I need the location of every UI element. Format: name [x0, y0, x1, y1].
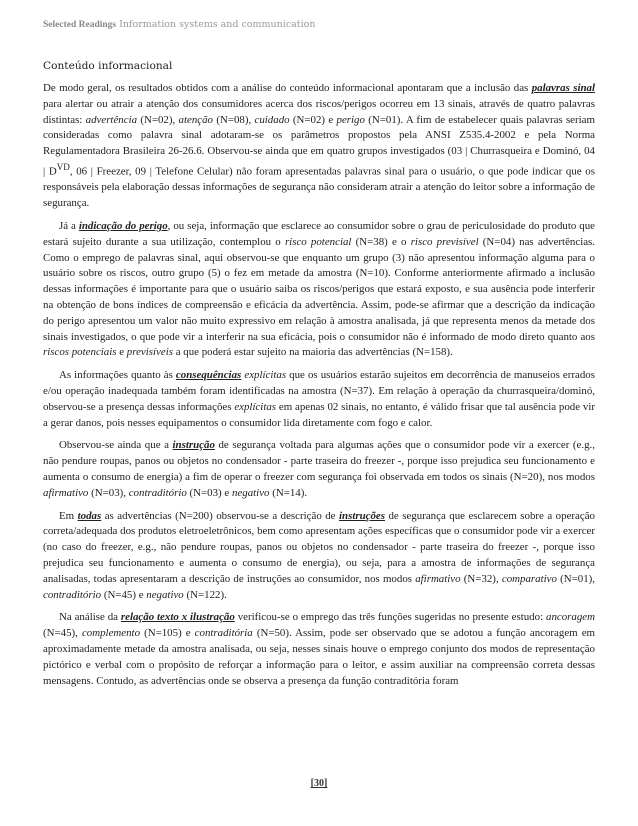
running-header: [43, 19, 316, 30]
italic-term: contraditório: [128, 486, 187, 499]
keyword: instruções: [339, 509, 385, 522]
text: Em: [59, 509, 78, 522]
italic-term: explícitas: [234, 400, 277, 413]
text: de segurança que esclarecem sobre a operação correta/adequada dos produtos eletroeletrônicos, bem como apresentam ações específicas que o consumidor pode vir a exercer (no caso do freezer, e.g., não pendure roupas, panos ou objetos no condensador - parte traseira do freezer -, porque isso prejudica seu funcionamento e aumenta o consumo de energia), ou seja, para a amostra de informações de segurança analisadas, todas apresentaram a descrição de instruções ao consumidor, nos modos: [43, 509, 595, 585]
text: (N=45) e: [101, 588, 147, 601]
body-text: [43, 81, 595, 689]
text: Observou-se ainda que a: [59, 439, 173, 452]
text: Na análise da: [59, 611, 121, 624]
italic-term: risco previsível: [410, 235, 479, 248]
text: (N=122).: [183, 588, 227, 601]
text: que os usuários estarão sujeitos em decorrência de manuseios errados e/ou operação inadequada também foram identificadas na amostra (N=37). Em relação à operação da churrasqueira/dominó, observou-se a presença dessas informações: [43, 369, 595, 413]
italic-term: contraditório: [43, 588, 102, 601]
italic-term: previsíveis: [126, 346, 173, 359]
italic-term: advertência: [85, 113, 138, 126]
text: De modo geral, os resultados obtidos com a análise do conteúdo informacional apontaram que a inclusão das: [43, 82, 532, 94]
keyword: consequências: [175, 369, 242, 382]
paragraph-1: [43, 81, 595, 212]
italic-term: negativo: [146, 588, 184, 601]
keyword: palavras sinal: [531, 82, 595, 94]
italic-term: riscos potenciais: [43, 346, 117, 359]
section-title: Conteúdo informacional: [43, 60, 173, 72]
italic-term: afirmativo: [415, 572, 461, 585]
text: , ou seja, informação que esclarece ao consumidor sobre o grau de periculosidade do produto que estará sujeito durante a sua utilização, contemplou o: [43, 220, 595, 248]
italic-term: atenção: [178, 113, 214, 126]
text: a que poderá estar sujeito na maioria das advertências (N=158).: [172, 346, 453, 359]
text: (N=45),: [43, 627, 82, 640]
text: de segurança voltada para algumas ações que o consumidor pode vir a exercer (e.g., não pendure roupas, panos ou objetos no condensador - parte traseira do freezer -, porque isso prejudica seu funcionamento e aumenta o consumo de energia) a fim de operar o freezer com segurança foi observada em todos os sinais (N=20), nos modos: [43, 439, 595, 483]
text: (N=32),: [460, 572, 502, 585]
text: (N=02) e: [289, 113, 337, 126]
paragraph-4: [43, 438, 595, 501]
text: as advertências (N=200) observou-se a descrição de: [101, 509, 339, 522]
text: (N=08),: [213, 113, 255, 126]
text: verificou-se o emprego das três funções sugeridas no presente estudo:: [234, 611, 546, 624]
text: e: [116, 346, 127, 359]
text: (N=02),: [137, 113, 179, 126]
header-title: Information systems and communication: [116, 19, 316, 30]
text: (N=03) e: [186, 486, 232, 499]
italic-term: explícitas: [244, 369, 287, 382]
text: (N=01),: [556, 572, 595, 585]
text: (N=01). A fim de estabelecer quais palavras seriam consideradas como palavra sinal adotaram-se os parâmetros propostos pela ANSI Z535.4-2002 e pela Norma Regulamentadora Brasileira 26-26.6. Observou-se ainda que em quatro grupos investigados (03 | Churrasqueira e Dominó, 04 | D: [43, 113, 595, 178]
superscript: VD: [56, 161, 70, 172]
italic-term: afirmativo: [43, 486, 89, 499]
text: (N=105) e: [140, 627, 195, 640]
italic-term: cuidado: [254, 113, 290, 126]
page-number: [30]: [310, 778, 328, 789]
text: , 06 | Freezer, 09 | Telefone Celular) não foram apresentadas palavras sinal para o usuário, o que pode indicar que os responsáveis pela elaboração dessas informações de segurança não consideram atrair a atenção do leitor sobre a informação de segurança.: [43, 165, 595, 210]
paragraph-3: [43, 368, 595, 431]
keyword: indicação do perigo: [78, 220, 168, 232]
text: (N=03),: [88, 486, 129, 499]
text: (N=38) e o: [351, 235, 411, 248]
italic-term: ancoragem: [546, 611, 595, 624]
italic-term: comparativo: [501, 572, 557, 585]
paragraph-5: [43, 509, 595, 604]
paragraph-6: [43, 610, 595, 689]
text: em apenas 02 sinais, no entanto, é válido frisar que tal ausência pode vir a gerar danos, pois nesses equipamentos o consumidor lida diretamente com fogo e calor.: [43, 400, 595, 429]
text: Já a: [59, 220, 79, 232]
text: (N=04) nas advertências. Como o emprego de palavras sinal, aqui observou-se que enquanto um grupo (3) não apresentou informação alguma para o usuário sobre os riscos, outro grupo (5) o fez em metade da amostra (N=10). Conforme anteriormente afirmado a inclusão dessas informações é importante para que o usuário saiba os riscos/perigos que estará exposto, e sua ausência pode interferir na obtenção de bons índices de compreensão e eficácia da advertência. Assim, pode-se afirmar que a descrição da indicação do perigo apresentou um valor não muito expressivo em relação à amostra analisada, já que representa menos da metade dos sinais investigados, o que pode vir a interferir na sua eficácia, pois o consumidor não é informado de modo direto quanto aos: [43, 235, 596, 343]
text: As informações quanto às: [59, 369, 176, 382]
italic-term: perigo: [336, 113, 365, 126]
keyword: todas: [77, 509, 102, 522]
italic-term: risco potencial: [284, 235, 352, 248]
text: (N=50). Assim, pode ser observado que se adotou a função ancoragem em aproximadamente metade da amostra analisada, ou seja, nesses sinais houve o emprego conjunto dos modos de representação pictórico e verbal com o propósito de reforçar a informação para o leitor, e assim auxiliar na compreensão correta dessas mensagens. Contudo, as advertências onde se observa a presença da função contraditória foram: [43, 627, 595, 687]
paragraph-2: [43, 219, 595, 361]
keyword: instrução: [172, 439, 215, 452]
text: para alertar ou atrair a atenção dos consumidores acerca dos riscos/perigos ocorreu em 13 sinais, através de quatro palavras distintas:: [43, 97, 595, 126]
italic-term: complemento: [81, 627, 141, 640]
keyword: relação texto x ilustração: [120, 611, 235, 624]
text: (N=14).: [269, 486, 308, 499]
italic-term: negativo: [231, 486, 270, 499]
header-series: Selected Readings: [43, 20, 117, 30]
italic-term: contraditória: [194, 627, 253, 640]
